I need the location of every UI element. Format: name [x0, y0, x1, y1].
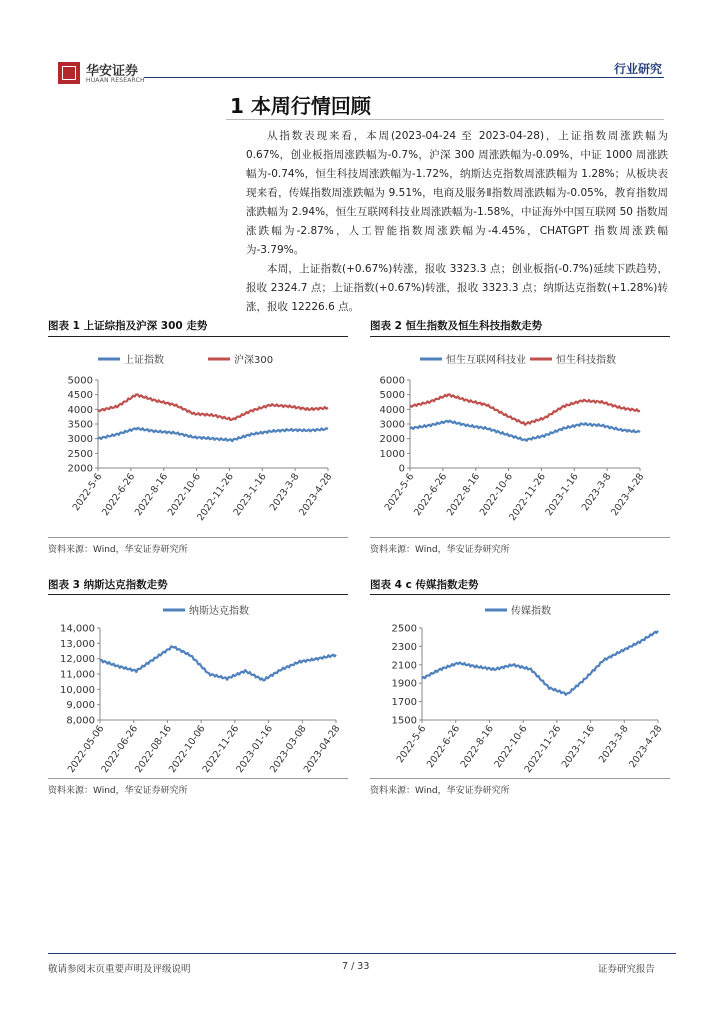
header-rule	[144, 77, 664, 78]
x-tick-label: 2022-06-26	[99, 723, 141, 775]
x-tick-label: 2022-11-26	[200, 723, 242, 775]
y-tick-label: 4000	[67, 404, 93, 416]
figure-1-title: 图表 1 上证综指及沪深 300 走势	[48, 320, 208, 332]
y-tick-label: 1700	[391, 697, 417, 709]
figure-4-top-rule	[370, 594, 670, 595]
y-tick-label: 2000	[67, 463, 93, 475]
x-tick-label: 2022-8-16	[458, 723, 496, 770]
y-tick-label: 2500	[391, 623, 417, 635]
x-tick-label: 2022-08-16	[133, 723, 174, 775]
figure-2-source: 资料来源：Wind，华安证券研究所	[370, 545, 510, 555]
x-tick-label: 2023-3-8	[267, 471, 302, 514]
figure-3-chart	[48, 598, 348, 776]
x-tick-label: 2023-3-8	[596, 723, 631, 766]
logo-cn-text: 华安证券	[86, 64, 139, 79]
x-tick-label: 2022-05-06	[65, 723, 107, 775]
figure-1-chart	[48, 342, 348, 534]
x-tick-label: 2023-4-28	[627, 723, 665, 770]
x-tick-label: 2022-5-6	[382, 471, 417, 514]
y-tick-label: 4000	[379, 404, 405, 416]
x-tick-label: 2022-6-26	[412, 471, 450, 518]
y-tick-label: 5000	[67, 375, 93, 387]
y-tick-label: 2300	[391, 641, 417, 653]
figure-2-chart	[370, 342, 670, 534]
x-tick-label: 2022-10-6	[165, 471, 204, 518]
figure-4-source: 资料来源：Wind，华安证券研究所	[370, 786, 510, 796]
y-tick-label: 13,000	[60, 638, 95, 650]
legend-label-1: 纳斯达克指数	[189, 606, 249, 617]
x-tick-label: 2022-11-26	[522, 723, 564, 775]
y-tick-label: 12,000	[60, 654, 95, 666]
x-tick-label: 2022-6-26	[424, 723, 463, 770]
y-tick-label: 14,000	[60, 623, 95, 635]
footer-report-type: 证券研究报告	[598, 964, 656, 975]
page-number: 7 / 33	[342, 961, 370, 972]
x-tick-label: 2023-01-16	[234, 723, 276, 775]
x-tick-label: 2023-04-28	[301, 723, 343, 775]
x-tick-label: 2022-8-16	[132, 471, 171, 518]
series-line-1	[422, 631, 658, 695]
legend-label-1: 上证指数	[124, 355, 164, 366]
y-tick-label: 2000	[379, 434, 405, 446]
x-tick-label: 2022-8-16	[444, 471, 483, 518]
x-tick-label: 2022-5-6	[70, 471, 105, 514]
legend-label-2: 沪深300	[234, 355, 274, 366]
x-tick-label: 2023-4-28	[297, 471, 335, 518]
legend-label-2: 恒生科技指数	[556, 355, 616, 366]
figure-2-title: 图表 2 恒生指数及恒生科技指数走势	[370, 320, 543, 332]
x-tick-label: 2022-5-6	[394, 723, 429, 766]
y-tick-label: 11,000	[60, 669, 95, 681]
x-tick-label: 2022-11-26	[507, 471, 548, 523]
y-tick-label: 3000	[67, 434, 93, 446]
x-tick-label: 2023-3-8	[579, 471, 614, 514]
y-tick-label: 8,000	[66, 715, 95, 727]
y-tick-label: 5000	[379, 390, 405, 402]
y-tick-label: 4500	[67, 390, 93, 402]
series-line-2	[98, 394, 328, 420]
section-title: 1 本周行情回顾	[230, 94, 371, 118]
figure-1-bottom-rule	[48, 537, 348, 538]
figure-3-title: 图表 3 纳斯达克指数走势	[48, 579, 168, 591]
page-header	[48, 56, 664, 86]
figure-1-source: 资料来源：Wind，华安证券研究所	[48, 545, 188, 555]
y-tick-label: 1000	[379, 448, 405, 460]
y-tick-label: 1900	[391, 678, 417, 690]
legend-label-1: 传媒指数	[511, 606, 551, 617]
x-tick-label: 2023-03-08	[268, 723, 309, 775]
y-tick-label: 3500	[67, 419, 93, 431]
x-tick-label: 2022-11-26	[195, 471, 236, 523]
x-tick-label: 2022-10-6	[477, 471, 516, 518]
figure-2-bottom-rule	[370, 537, 670, 538]
chart-svg-1	[48, 342, 348, 534]
figure-3-top-rule	[48, 594, 348, 595]
y-tick-label: 2100	[391, 660, 417, 672]
series-line-1	[98, 428, 328, 441]
title-rule	[226, 119, 664, 120]
figure-4-chart	[370, 598, 670, 776]
logo-en-text: HUAAN RESEARCH	[86, 77, 145, 84]
legend-label-1: 恒生互联网科技业	[446, 355, 526, 366]
figure-3-bottom-rule	[48, 778, 348, 779]
x-tick-label: 2022-10-06	[166, 723, 208, 775]
section-label: 行业研究	[613, 62, 662, 76]
chart-svg-2	[370, 342, 670, 534]
chart-svg-4	[370, 598, 670, 776]
y-tick-label: 10,000	[60, 684, 95, 696]
figure-2-top-rule	[370, 336, 670, 337]
huaan-logo-icon	[58, 62, 80, 84]
y-tick-label: 1500	[391, 715, 417, 727]
x-tick-label: 2023-1-16	[231, 471, 269, 518]
footer-disclaimer: 敬请参阅末页重要声明及评级说明	[48, 964, 191, 975]
x-tick-label: 2022-6-26	[100, 471, 138, 518]
x-tick-label: 2023-1-16	[543, 471, 581, 518]
paragraph-index-performance: 从指数表现来看，本周(2023-04-24 至 2023-04-28)，上证指数周涨跌幅为 0.67%，创业板指周涨跌幅为-0.7%，沪深 300 周涨跌幅为-0.09%，中证 1000 周涨跌幅为-0.74%，恒生科技周涨跌幅为-1.72%，纳斯达克指数周涨跌幅为 1.28%；从板块表现来看，传媒指数周涨跌幅为 9.51%，电商及服务Ⅱ指数周涨跌幅为-0.05%，教育指数周涨跌幅为 2.94%，恒生互联网科技业周涨跌幅为-1.58%，中证海外中国互联网 50 指数周涨跌幅为-2.87%，人工智能指数周涨跌幅为-4.45%，CHATGPT 指数周涨跌幅为-3.79%。	[246, 130, 668, 256]
y-tick-label: 2500	[67, 448, 93, 460]
x-tick-label: 2022-10-6	[492, 723, 530, 770]
figure-3-source: 资料来源：Wind，华安证券研究所	[48, 786, 188, 796]
series-line-1	[100, 646, 336, 680]
figure-4-title: 图表 4 c 传媒指数走势	[370, 579, 479, 591]
paragraph-weekly-close: 本周，上证指数(+0.67%)转涨，报收 3323.3 点；创业板指(-0.7%)延续下跌趋势，报收 2324.7 点；上证指数(+0.67%)转涨，报收 3323.3 点；纳斯达克指数(+1.28%)转涨，报收 12226.6 点。	[246, 263, 668, 313]
y-tick-label: 6000	[379, 375, 405, 387]
y-tick-label: 9,000	[66, 700, 95, 712]
figure-4-bottom-rule	[370, 778, 670, 779]
series-line-2	[410, 394, 640, 425]
body-text	[246, 127, 668, 317]
x-tick-label: 2023-1-16	[559, 723, 598, 770]
y-tick-label: 0	[398, 463, 405, 475]
footer-rule	[48, 953, 676, 954]
y-tick-label: 3000	[379, 419, 405, 431]
chart-svg-3	[48, 598, 348, 776]
x-tick-label: 2023-4-28	[609, 471, 647, 518]
figure-1-top-rule	[48, 336, 348, 337]
